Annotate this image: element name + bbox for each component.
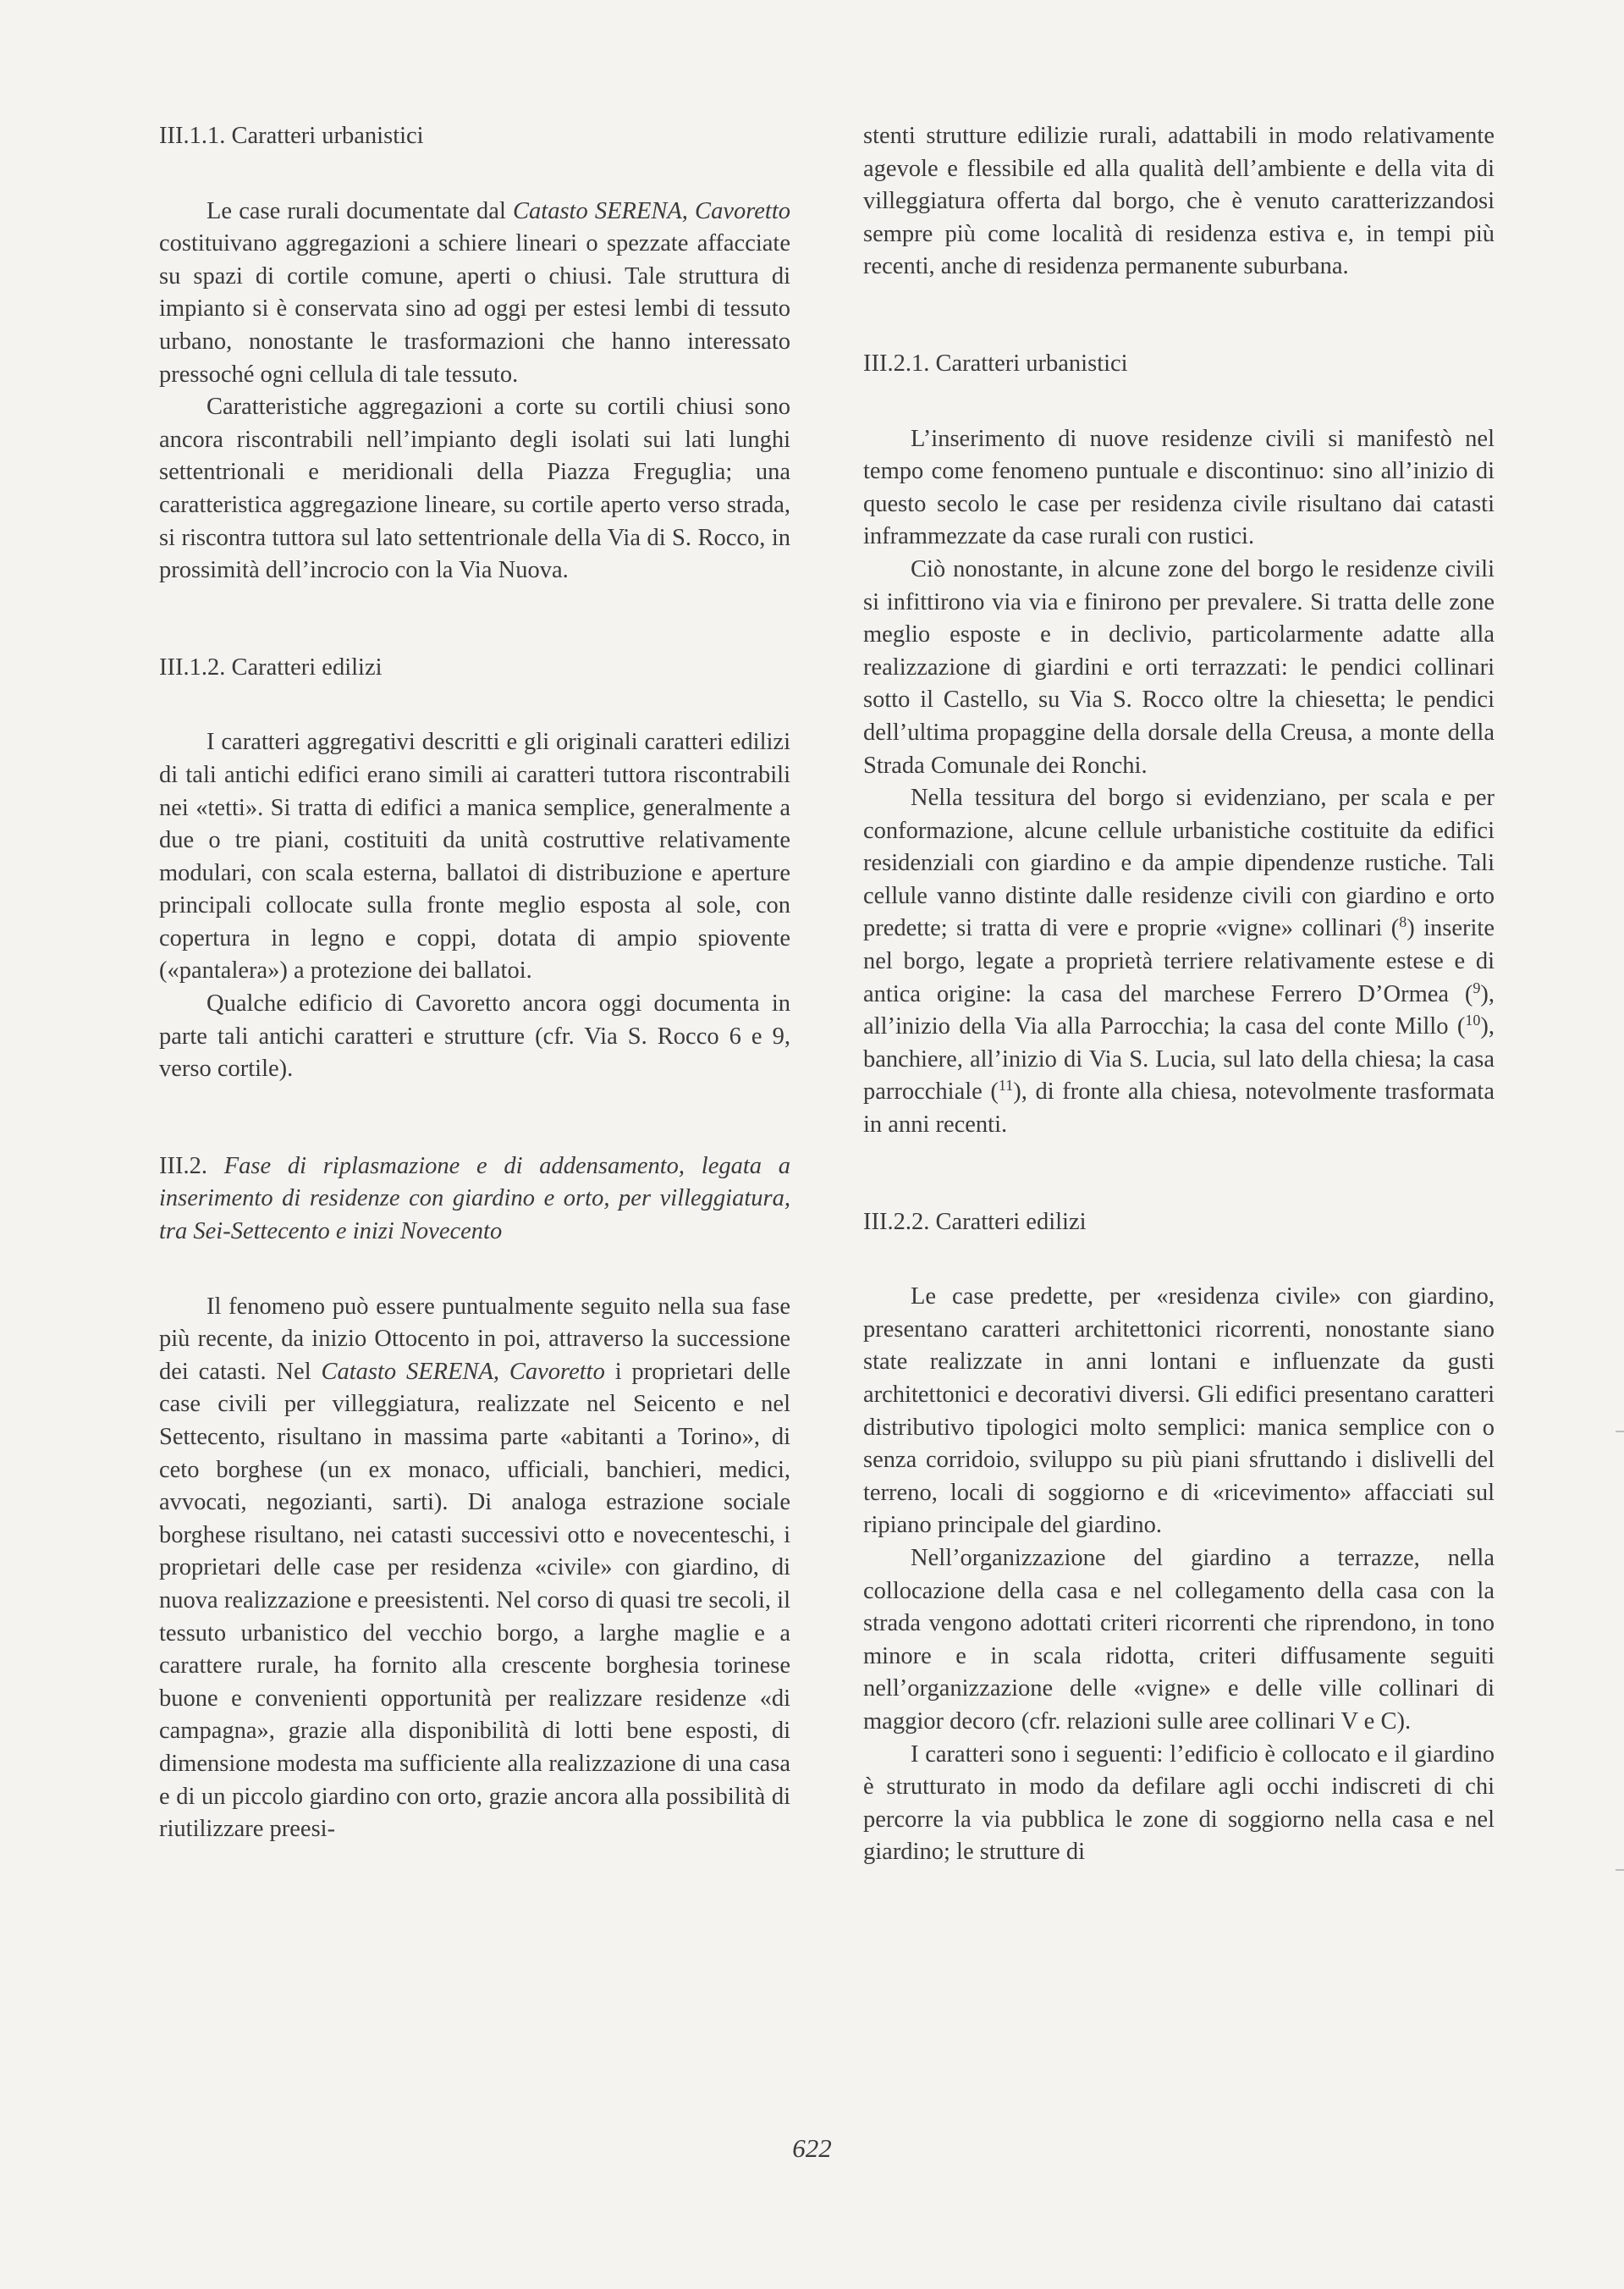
section-title: Fase di riplasmazione e di addensamento, legata a inserimento di residenze con giardino e orto, per villeggiatura, tra Sei-Settecento e inizi Novecento [159,1152,790,1245]
footnote-ref[interactable]: 8 [1399,913,1407,931]
paragraph: L’inserimento di nuove residenze civili si manifestò nel tempo come fenomeno puntuale e discontinuo: sino all’inizio di questo secolo le case per residenza civile risultano dai catasti inframmezzate da case rurali con rustici. [863,425,1495,550]
section-heading: III.2.1. Caratteri urbanistici [863,350,1128,377]
paragraph: I caratteri sono i seguenti: l’edificio è collocato e il giardino è strutturato in modo da defilare agli occhi indiscreti di chi percorre la via pubblica le zone di soggiorno nella casa e nel giardino; le strutture di [863,1740,1495,1866]
paragraph-text: Le case rurali documentate dal [206,197,514,224]
paragraph: Caratteristiche aggregazioni a corte su cortili chiusi sono ancora riscontrabili nell’impianto degli isolati sui lati lunghi settentrionali e meridionali della Piazza Freguglia; una caratteristica aggregazione lineare, su cortile aperto verso strada, si riscontra tuttora sul lato settentrionale della Via di S. Rocco, in prossimità dell’incrocio con la Via Nuova. [159,394,790,584]
paragraph-text: Nella tessitura del borgo si evidenziano, per scala e per conformazione, alcune cellule urbanistiche costituite da edifici residenziali con giardino e da ampie dipendenze rustiche. Tali cellule vanno distinte dalle residenze civili con giardino e orto predette; si tratta di vere e proprie «vigne» collinari ( [863,785,1495,942]
section-heading [159,1150,790,1249]
page-number: 622 [792,2133,832,2163]
paragraph: Qualche edificio di Cavoretto ancora oggi documenta in parte tali antichi caratteri e strutture (cfr. Via S. Rocco 6 e 9, verso cortile). [159,990,790,1083]
left-column [159,120,790,1846]
paragraph-text: Il fenomeno può essere puntualmente seguito nella sua fase più recente, da inizio Ottocento in poi, attraverso la successione dei catasti. Nel [159,1293,790,1385]
paragraph-text: i proprietari delle case civili per villeggiatura, realizzate nel Seicento e nel Settecento, risultano in massima parte «abitanti a Torino», di ceto borghese (un ex monaco, ufficiali, banchieri, medici, avvocati, negozianti, sarti). Di analoga estrazione sociale borghese risultano, nei catasti successivi otto e novecenteschi, i proprietari delle case per residenza «civile» con giardino, di nuova realizzazione e preesistenti. Nel corso di quasi tre secoli, il tessuto urbanistico del vecchio borgo, a larghe maglie e a carattere rurale, ha fornito alla crescente borghesia torinese buone e convenienti opportunità per realizzare residenze «di campagna», grazie alla disponibilità di lotti bene esposti, di dimensione modesta ma sufficiente alla realizzazione di una casa e di un piccolo giardino con orto, grazie ancora alla possibilità di riutilizzare preesi- [159,1358,790,1843]
section-heading: III.1.2. Caratteri edilizi [159,654,383,681]
paragraph-text: ), di fronte alla chiesa, notevolmente trasformata in anni recenti. [863,1078,1495,1139]
paragraph-text: costituivano aggregazioni a schiere lineari o spezzate affacciate su spazi di cortile comune, aperti o chiusi. Tale struttura di impianto si è conservata sino ad oggi per estesi lembi di tessuto urbano, nonostante le trasformazioni che hanno interessato pressoché ogni cellula di tale tessuto. [159,230,790,388]
paragraph: Nell’organizzazione del giardino a terrazze, nella collocazione della casa e nel collegamento della casa con la strada vengono adottati criteri ricorrenti che riprendono, in tono minore e in scala ridotta, criteri diffusamente seguiti nell’organizzazione delle «vigne» e delle ville collinari di maggior decoro (cfr. relazioni sulle aree collinari V e C). [863,1544,1495,1735]
paragraph: I caratteri aggregativi descritti e gli originali caratteri edilizi di tali antichi edifici erano simili ai caratteri tuttora riscontrabili nei «tetti». Si tratta di edifici a manica semplice, generalmente a due o tre piani, costituiti da unità costruttive relativamente modulari, con scala esterna, ballatoi di distribuzione e aperture principali collocate sulla fronte meglio esposta al sole, con copertura in legno e coppi, dotata di ampio spiovente («pantalera») a protezione dei ballatoi. [159,729,790,985]
catasto-reference: Catasto SERENA, Cavoretto [321,1358,605,1385]
paragraph [863,782,1495,1142]
section-heading: III.1.1. Caratteri urbanistici [159,123,424,149]
scan-edge-mark [1616,1431,1624,1432]
paragraph [159,1291,790,1846]
paragraph-text: ), all’inizio della Via alla Parrocchia; la casa del conte Millo ( [863,980,1495,1040]
section-number: III.2. [159,1152,224,1179]
scan-edge-mark [1616,1869,1624,1871]
catasto-reference: Catasto SERENA, Cavoretto [513,197,790,224]
paragraph [159,196,790,392]
paragraph: Ciò nonostante, in alcune zone del borgo le residenze civili si infittirono via via e finirono per prevalere. Si tratta delle zone meglio esposte e in declivio, particolarmente adatte alla realizzazione di giardini e orti terrazzati: le pendici collinari sotto il Castello, su Via S. Rocco oltre la chiesetta; le pendici dell’ultima propaggine della dorsale della Creusa, a monte della Strada Comunale dei Ronchi. [863,555,1495,779]
paragraph-text: ) inserite nel borgo, legate a proprietà terriere relativamente estese e di antica origine: la casa del marchese Ferrero D’Ormea ( [863,915,1495,1007]
footnote-ref[interactable]: 9 [1473,979,1481,996]
paragraph: stenti strutture edilizie rurali, adattabili in modo relativamente agevole e flessibile ed alla qualità dell’ambiente e della vita di villeggiatura offerta dal borgo, che è venuto caratterizzandosi sempre più come località di residenza estiva e, in tempi più recenti, anche di residenza permanente suburbana. [863,123,1495,280]
paragraph: Le case predette, per «residenza civile» con giardino, presentano caratteri architettonici ricorrenti, nonostante siano state realizzate in anni lontani e influenzate da gusti architettonici e decorativi diversi. Gli edifici presentano caratteri distributivo tipologici molto semplici: manica semplice con o senza corridoio, sviluppo su più piani sfruttando i dislivelli del terreno, locali di soggiorno e di «ricevimento» affacciati sul ripiano principale del giardino. [863,1283,1495,1539]
right-column [863,120,1495,1869]
section-heading: III.2.2. Caratteri edilizi [863,1208,1087,1235]
footnote-ref[interactable]: 11 [998,1077,1014,1095]
paragraph-text: ), banchiere, all’inizio di Via S. Lucia, sul lato della chiesa; la casa parrocchiale ( [863,1013,1495,1106]
footnote-ref[interactable]: 10 [1465,1012,1481,1029]
